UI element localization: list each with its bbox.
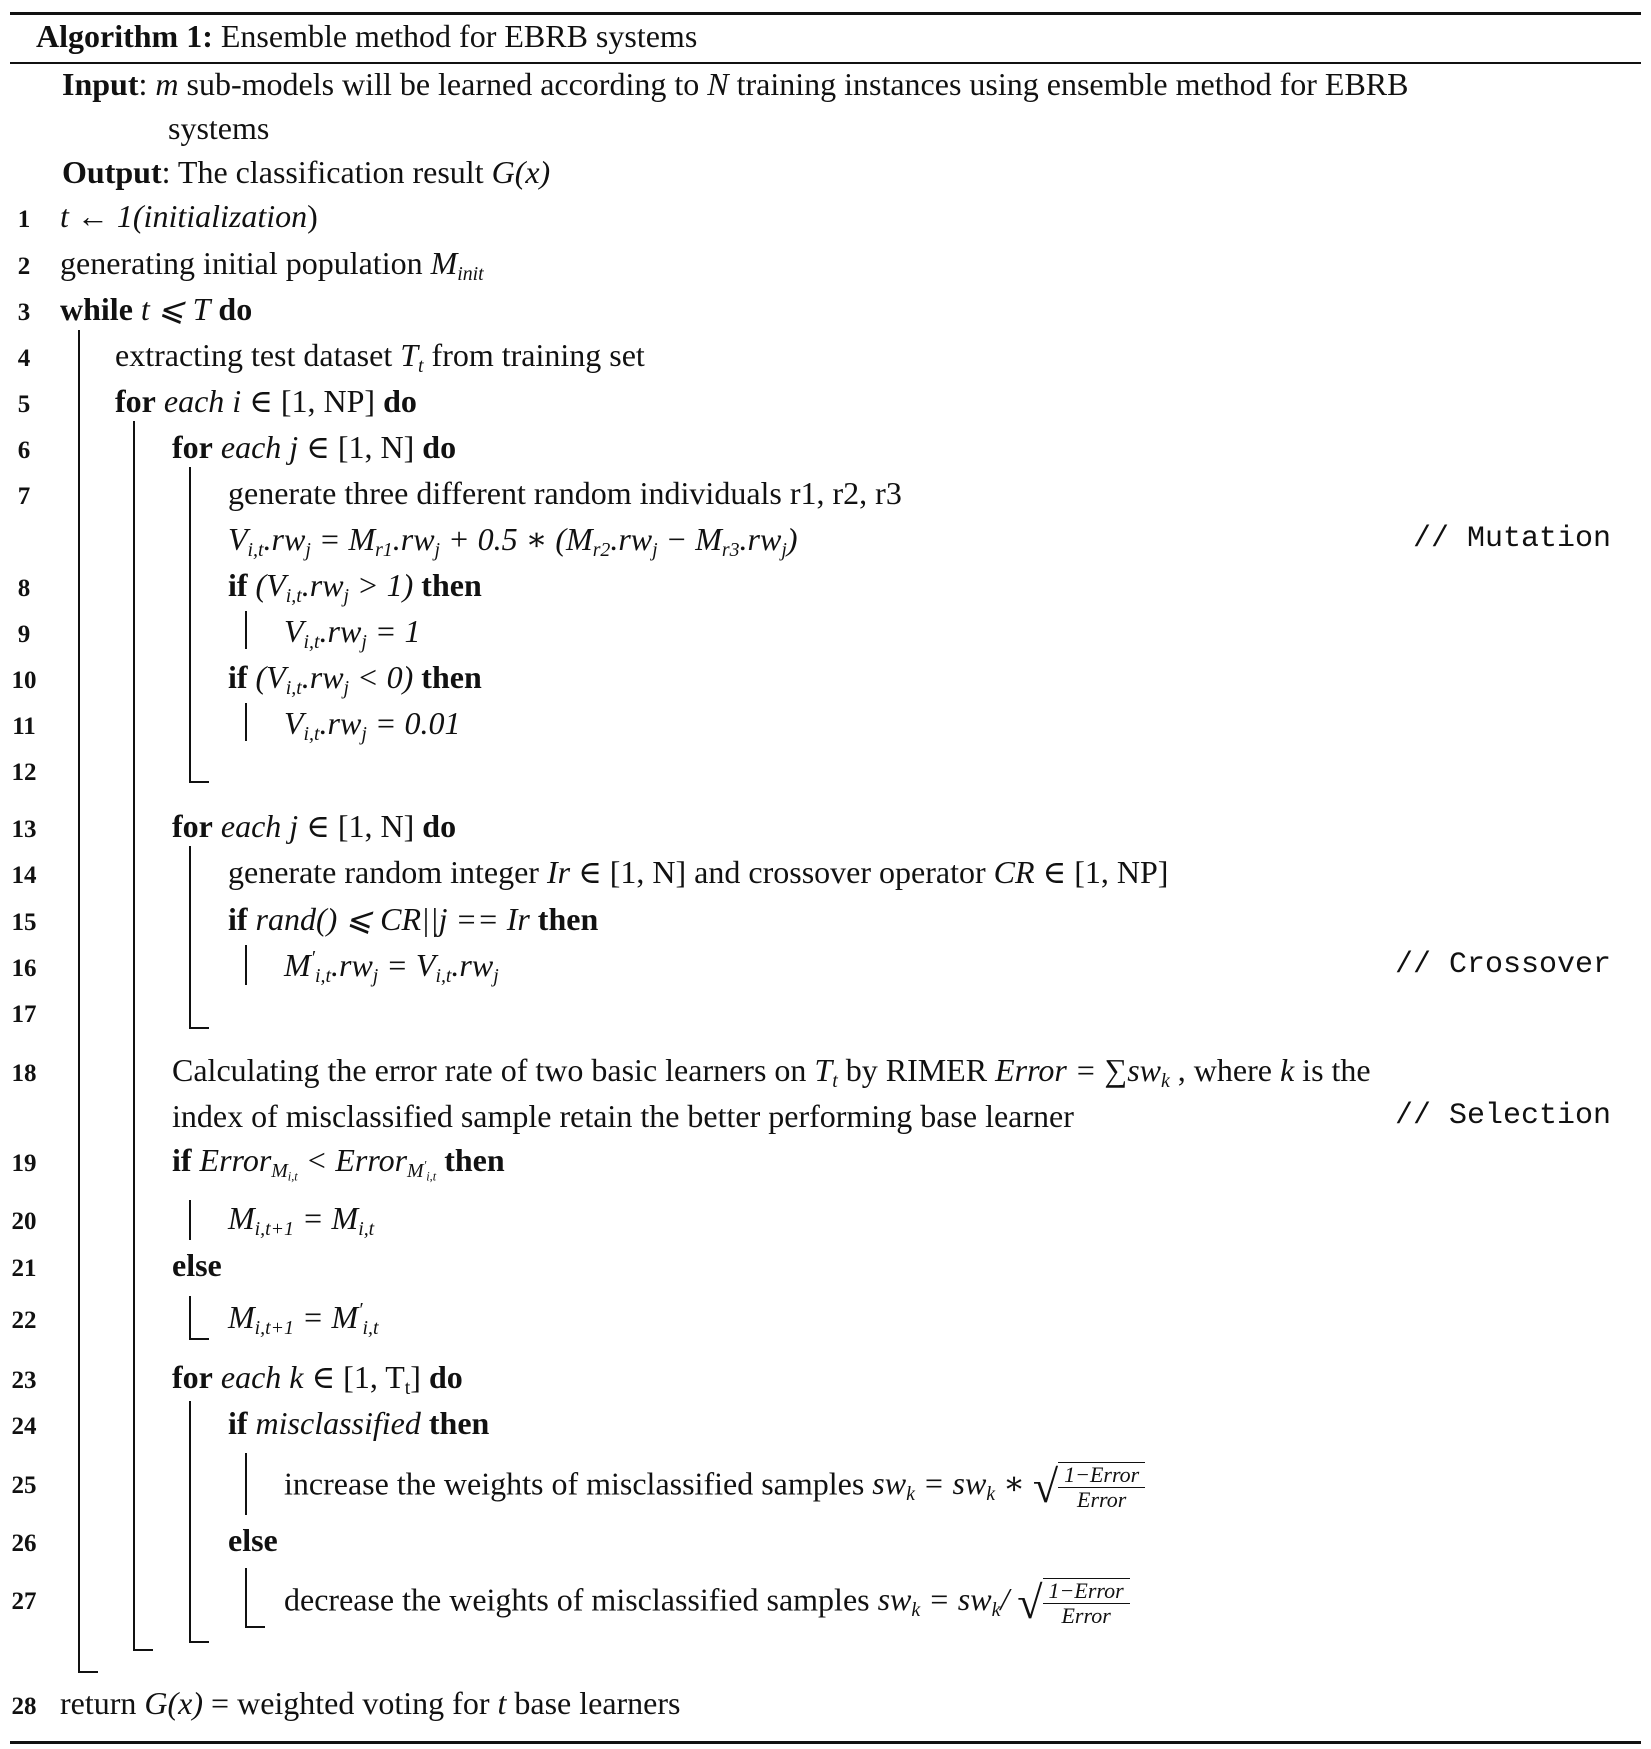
sqrt-symbol: √ $\frac{\text{1−Error}}{\text{Error}}$ — [1017, 1578, 1129, 1628]
comment-crossover: // Crossover — [1394, 948, 1611, 982]
line-3-while: while t ⩽ T do — [60, 291, 253, 327]
line-8-if: if $(V_{i,t}.rw_j > 1)$ then — [228, 567, 482, 607]
line-9: $V_{i,t}.rw_j = 1$ — [284, 613, 421, 653]
line-7: generate three different random individuals r1, r2, r3 — [228, 475, 902, 511]
for-k-block-end — [189, 1641, 209, 1643]
else-block-bar — [245, 1568, 247, 1628]
line-number: 17 — [11, 1001, 37, 1028]
line-number: 2 — [17, 253, 31, 280]
while-block-end — [78, 1671, 98, 1673]
line-26-else: else — [228, 1522, 278, 1558]
line-number: 13 — [11, 816, 37, 843]
line-27: decrease the weights of misclassified samples $sw_k = sw_k/$ √ $\frac{\text{1−Error}}{\text{Error}}$ — [284, 1578, 1130, 1628]
sqrt-symbol: √ $\frac{\text{1−Error}}{\text{Error}}$ — [1033, 1462, 1145, 1512]
line-number: 22 — [11, 1307, 37, 1334]
if-block-bar — [245, 611, 247, 649]
line-10-if: if $(V_{i,t}.rw_j < 0)$ then — [228, 659, 482, 699]
if-block-bar — [245, 1453, 247, 1515]
line-number: 7 — [17, 483, 31, 510]
line-number: 20 — [11, 1208, 37, 1235]
line-number: 11 — [12, 713, 36, 740]
caption-title: Ensemble method for EBRB systems — [220, 18, 698, 54]
else-block-end — [245, 1626, 265, 1628]
for-j-block-end — [189, 781, 209, 783]
line-16: $M'_{i,t}.rw_j = V_{i,t}.rw_j$ — [284, 947, 499, 987]
line-24-if: if misclassified then — [228, 1405, 490, 1441]
line-18: Calculating the error rate of two basic learners on $T_t$ by RIMER Error = $\sum sw_k$ , where k is the — [172, 1052, 1371, 1092]
line-25: increase the weights of misclassified samples $sw_k = sw_k$ ∗ √ $\frac{\text{1−Error}}{\text{Error}}$ — [284, 1462, 1145, 1512]
comment-selection: // Selection — [1394, 1099, 1611, 1133]
caption-label: Algorithm 1: — [36, 18, 213, 54]
line-number: 12 — [11, 759, 37, 786]
line-15-if: if rand() ⩽ CR||j == Ir then — [228, 901, 599, 937]
line-number: 23 — [11, 1367, 37, 1394]
line-number: 19 — [11, 1150, 37, 1177]
line-number: 18 — [11, 1060, 37, 1087]
line-28-return: return G(x) = weighted voting for t base learners — [60, 1685, 681, 1721]
line-22: $M_{i,t+1} = M'_{i,t}$ — [228, 1299, 379, 1339]
for-i-block-bar — [133, 421, 135, 1651]
comment-mutation: // Mutation — [1412, 522, 1611, 556]
line-number: 16 — [11, 955, 37, 982]
line-number: 26 — [11, 1530, 37, 1557]
line-13-for: for each j ∈ [1, N] do — [172, 808, 457, 844]
line-14: generate random integer Ir ∈ [1, N] and crossover operator CR ∈ [1, NP] — [228, 854, 1169, 890]
line-number: 21 — [11, 1255, 37, 1282]
for-j-block-end — [189, 1027, 209, 1029]
line-number: 9 — [17, 621, 31, 648]
line-number: 25 — [11, 1472, 37, 1499]
bottom-rule — [10, 1741, 1641, 1744]
line-number: 6 — [17, 437, 31, 464]
line-11: $V_{i,t}.rw_j = 0.01$ — [284, 705, 461, 745]
algorithm-caption — [36, 16, 697, 56]
line-number: 27 — [11, 1588, 37, 1615]
for-i-block-end — [133, 1649, 153, 1651]
line-21-else: else — [172, 1247, 222, 1283]
else-block-end — [189, 1338, 209, 1340]
line-20: $M_{i,t+1} = M_{i,t}$ — [228, 1200, 375, 1240]
output-line: Output: The classification result G(x) — [62, 154, 551, 190]
while-block-bar — [78, 330, 80, 1673]
for-j-block-bar — [189, 846, 191, 1029]
top-rule — [10, 12, 1641, 15]
line-number: 5 — [17, 391, 31, 418]
input-line-cont: systems — [168, 110, 270, 146]
line-5-for: for each i ∈ [1, NP] do — [115, 383, 417, 419]
line-number: 8 — [17, 575, 31, 602]
line-number: 3 — [17, 299, 31, 326]
line-number: 14 — [11, 862, 37, 889]
for-j-block-bar — [189, 467, 191, 783]
if-block-bar — [245, 945, 247, 985]
line-23-for: for each k ∈ [1, $T_t$] do — [172, 1359, 463, 1399]
line-number: 4 — [17, 345, 31, 372]
line-number: 10 — [11, 667, 37, 694]
line-19-if: if Error$_{M_{i,t}}$ < Error$_{M'_{i,t}}$ then — [172, 1142, 505, 1184]
if-block-bar — [245, 703, 247, 741]
line-number: 24 — [11, 1413, 37, 1440]
line-18-cont: index of misclassified sample retain the better performing base learner — [172, 1098, 1074, 1134]
line-number: 15 — [11, 909, 37, 936]
line-number: 1 — [17, 206, 31, 233]
if-block-bar — [189, 1200, 191, 1240]
line-number: 28 — [11, 1693, 37, 1720]
line-4: extracting test dataset $T_t$ from training set — [115, 337, 645, 377]
for-k-block-bar — [189, 1401, 191, 1643]
line-1: t ← 1(initialization) — [60, 198, 318, 234]
else-block-bar — [189, 1296, 191, 1340]
line-2: generating initial population $M_{init}$ — [60, 245, 484, 285]
line-7-mutation-eq: $V_{i,t}.rw_j = M_{r1}.rw_j + 0.5$ ∗ $(M_{r2}.rw_j - M_{r3}.rw_j)$ — [228, 521, 798, 561]
input-line: Input: m sub-models will be learned according to N training instances using ensemble method for EBRB — [62, 66, 1409, 102]
line-6-for: for each j ∈ [1, N] do — [172, 429, 457, 465]
